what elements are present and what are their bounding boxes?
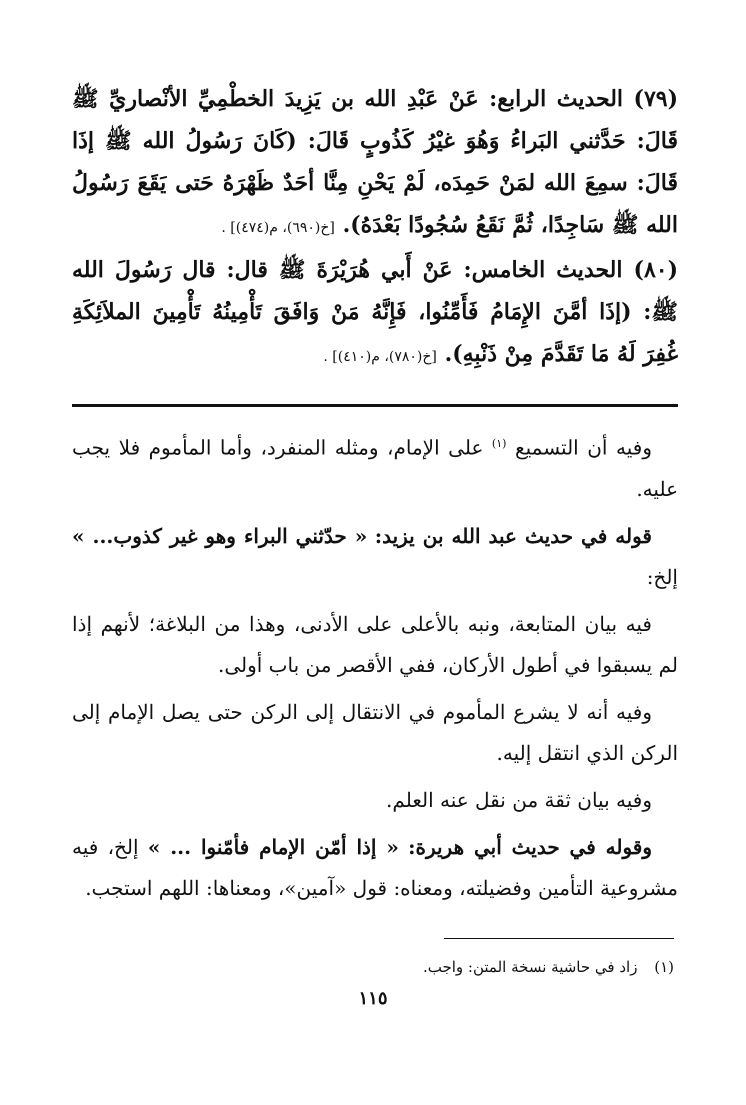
commentary-paragraph: وفيه بيان ثقة من نقل عنه العلم. xyxy=(386,787,652,812)
footnote-number: (١) xyxy=(654,958,674,976)
hadith-text: (٧٩) الحديث الرابع: عَنْ عَبْدِ الله بن يَزِيدَ الخطْمِيِّ الأنْصاريِّ ﷺ قَالَ: حَدَّثني البَراءُ وَهُوَ غيْرُ كَذُوبٍ قَالَ: (كَانَ رَسُولُ الله ﷺ إذَا قَالَ: سمِعَ الله لمَنْ حَمِدَه، لَمْ يَحْنِ مِنَّا أحَدٌ ظَهْرَهُ حَتى يَقَعَ رَسُولُ الله ﷺ سَاجِدًا، ثُمَّ نَقَعُ سُجُودًا بَعْدَهُ). xyxy=(72,86,679,238)
hadith-79 xyxy=(72,78,678,249)
section-divider xyxy=(72,404,678,407)
footnote xyxy=(68,956,674,978)
commentary xyxy=(72,423,678,909)
footnote-marker: (١) xyxy=(491,437,507,450)
footnote-divider xyxy=(444,938,674,939)
footnote-text: زاد في حاشية نسخة المتن: واجب. xyxy=(422,958,638,976)
commentary-paragraph: قوله في حديث عبد الله بن يزيد: « حدّثني البراء وهو غير كذوب... » إلخ: xyxy=(72,523,678,589)
commentary-paragraph: وفيه أن التسميع $^{(١)}$ على الإمام، ومثله المنفرد، وأما المأموم فلا يجب عليه. xyxy=(72,435,678,501)
hadith-reference: [خ(٧٨٠)، م(٤١٠)] . xyxy=(323,349,437,365)
hadith-reference: [خ(٦٩٠)، م(٤٧٤)] . xyxy=(221,220,335,236)
commentary-paragraph: وقوله في حديث أبي هريرة: « إذا أمّن الإمام فأمّنوا ... » إلخ، فيه مشروعية التأمين وفضيلته، ومعناه: قول «آمين»، ومعناها: اللهم استجب. xyxy=(72,834,678,900)
page-body xyxy=(72,78,678,915)
hadith-text: (٨٠) الحديث الخامس: عَنْ أَبي هُرَيْرَةَ ﷺ قال: قال رَسُولَ الله ﷺ: (إذَا أمَّنَ الإِمَامُ فَأَمِّنُوا، فَإِنَّهُ مَنْ وَافَقَ تَأْمِينُهُ تَأْمِينَ الملاَئِكَةِ غُفِرَ لَهُ مَا تَقَدَّمَ مِنْ ذَنْبِهِ). xyxy=(72,257,678,367)
commentary-paragraph: فيه بيان المتابعة، ونبه بالأعلى على الأدنى، وهذا من البلاغة؛ لأنهم إذا لم يسبقوا في أطول الأركان، ففي الأقصر من باب أولى. xyxy=(72,611,678,677)
page-number: ١١٥ xyxy=(358,988,388,1009)
hadith-80 xyxy=(72,249,678,378)
commentary-paragraph: وفيه أنه لا يشرع المأموم في الانتقال إلى الركن حتى يصل الإمام إلى الركن الذي انتقل إليه. xyxy=(72,699,678,765)
